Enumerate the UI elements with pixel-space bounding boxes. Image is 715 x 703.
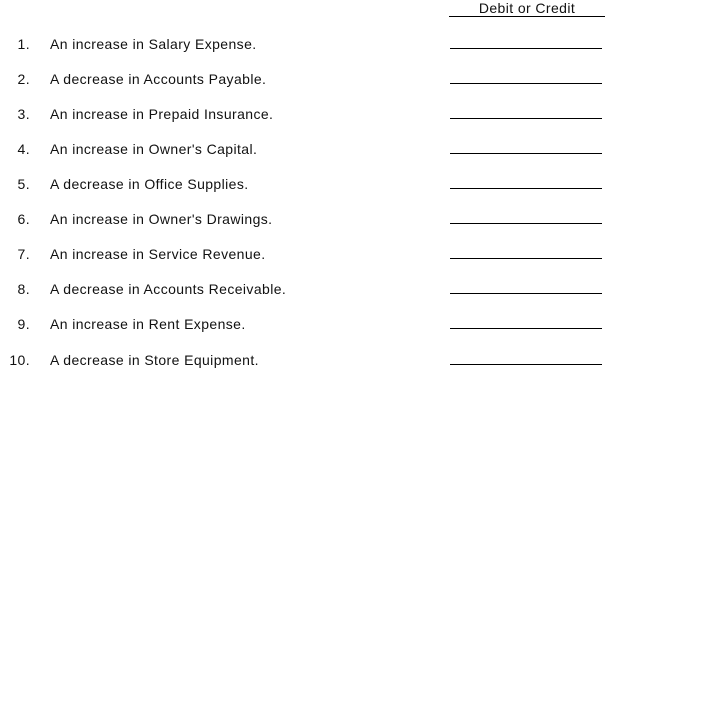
question-text: An increase in Owner's Capital. [50, 141, 258, 157]
question-number: 10. [9, 352, 30, 368]
question-text: An increase in Rent Expense. [50, 316, 246, 332]
question-text: An increase in Salary Expense. [50, 36, 257, 52]
question-number: 2. [17, 71, 30, 87]
question-number: 7. [17, 246, 30, 262]
question-number: 8. [17, 281, 30, 297]
question-row [0, 314, 715, 334]
answer-blank[interactable] [450, 83, 602, 84]
question-number: 1. [17, 36, 30, 52]
question-text: An increase in Service Revenue. [50, 246, 266, 262]
question-number: 4. [17, 141, 30, 157]
question-row [0, 350, 715, 370]
question-row [0, 104, 715, 124]
question-text: A decrease in Store Equipment. [50, 352, 259, 368]
question-row [0, 209, 715, 229]
debit-or-credit-column-header: Debit or Credit [449, 0, 605, 17]
answer-blank[interactable] [450, 118, 602, 119]
answer-blank[interactable] [450, 258, 602, 259]
question-number: 5. [17, 176, 30, 192]
question-row [0, 139, 715, 159]
question-number: 9. [17, 316, 30, 332]
question-text: An increase in Owner's Drawings. [50, 211, 273, 227]
question-row [0, 69, 715, 89]
answer-blank[interactable] [450, 364, 602, 365]
question-text: A decrease in Office Supplies. [50, 176, 249, 192]
question-row [0, 244, 715, 264]
question-text: An increase in Prepaid Insurance. [50, 106, 274, 122]
answer-blank[interactable] [450, 293, 602, 294]
answer-blank[interactable] [450, 223, 602, 224]
answer-blank[interactable] [450, 328, 602, 329]
question-number: 6. [17, 211, 30, 227]
answer-blank[interactable] [450, 48, 602, 49]
answer-blank[interactable] [450, 188, 602, 189]
answer-blank[interactable] [450, 153, 602, 154]
question-row [0, 279, 715, 299]
question-number: 3. [17, 106, 30, 122]
question-text: A decrease in Accounts Payable. [50, 71, 267, 87]
question-text: A decrease in Accounts Receivable. [50, 281, 287, 297]
question-row [0, 174, 715, 194]
question-row [0, 34, 715, 54]
